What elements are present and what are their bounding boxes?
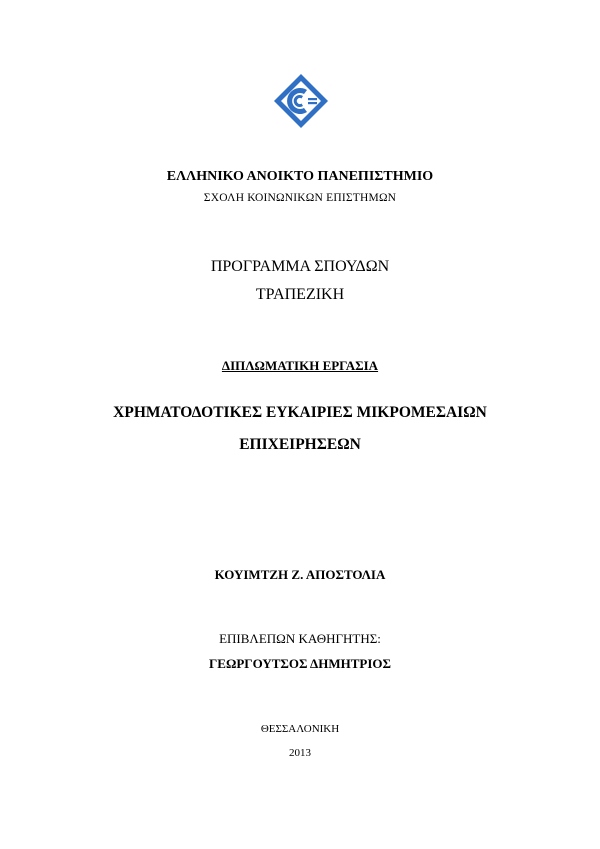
supervisor-label: ΕΠΙΒΛΕΠΩΝ ΚΑΘΗΓΗΤΗΣ: xyxy=(219,631,381,646)
university-logo-icon xyxy=(272,72,330,130)
university-name: ΕΛΛΗΝΙΚΟ ΑΝΟΙΚΤΟ ΠΑΝΕΠΙΣΤΗΜΙΟ xyxy=(166,169,434,184)
program-heading: ΠΡΟΓΡΑΜΜΑ ΣΠΟΥΔΩΝ xyxy=(210,258,390,275)
supervisor-name: ΓΕΩΡΓΟΥΤΣΟΣ ΔΗΜΗΤΡΙΟΣ xyxy=(209,656,391,671)
school-name: ΣΧΟΛΗ ΚΟΙΝΩΝΙΚΩΝ ΕΠΙΣΤΗΜΩΝ xyxy=(203,192,397,204)
city: ΘΕΣΣΑΛΟΝΙΚΗ xyxy=(260,723,340,735)
program-name: ΤΡΑΠΕΖΙΚΗ xyxy=(255,286,345,303)
thesis-title-line-2: ΕΠΙΧΕΙΡΗΣΕΩΝ xyxy=(239,436,361,453)
year: 2013 xyxy=(289,747,311,759)
thesis-type: ΔΙΠΛΩΜΑΤΙΚΗ ΕΡΓΑΣΙΑ xyxy=(221,358,379,373)
author-name: ΚΟΥΙΜΤΖΗ Ζ. ΑΠΟΣΤΟΛΙΑ xyxy=(214,567,386,582)
thesis-title-line-1: ΧΡΗΜΑΤΟΔΟΤΙΚΕΣ ΕΥΚΑΙΡΙΕΣ ΜΙΚΡΟΜΕΣΑΙΩΝ xyxy=(113,404,487,421)
